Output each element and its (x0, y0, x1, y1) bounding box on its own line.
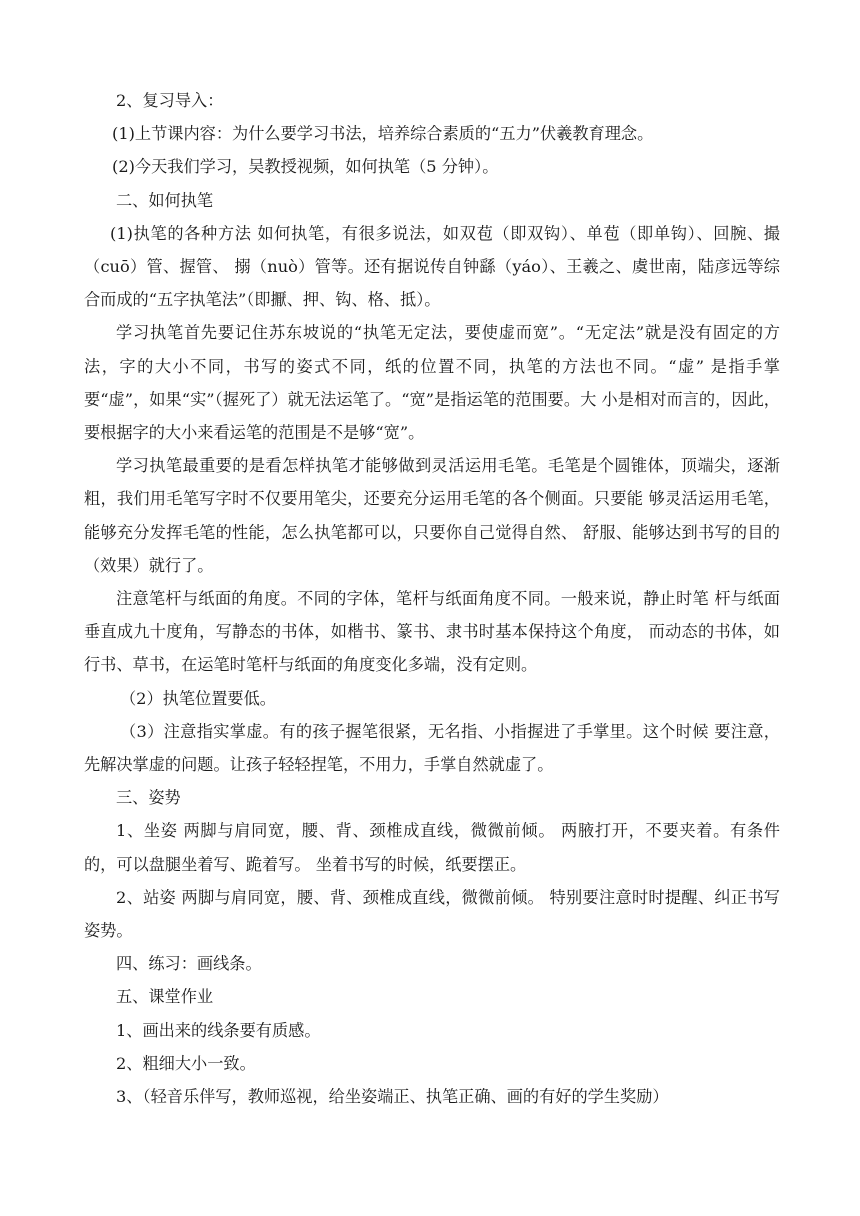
paragraph-grip-angle: 注意笔杆与纸面的角度。不同的字体，笔杆与纸面角度不同。一般来说，静止时笔 杆与纸面垂直成九十度角，写静态的书体，如楷书、篆书、隶书时基本保持这个角度， 而动态的书体，如行书、草书，在运笔时笔杆与纸面的角度变化多端，没有定则。 (84, 589, 780, 675)
paragraph-grip-methods: (1)执笔的各种方法 如何执笔，有很多说法，如双苞（即双钩）、单苞（即单钩）、回腕、撮（cuō）管、握管、 搦（nuò）管等。还有据说传自钟繇（yáo）、王羲之、虞世南，陆彦远等综合而成的“五字执笔法”（即擫、押、钩、格、抵）。 (84, 223, 780, 310)
review-item-1: (1)上节课内容：为什么要学习书法，培养综合素质的“五力”伏羲教育理念。 (112, 124, 654, 144)
homework-item-1: 1、画出来的线条要有质感。 (116, 1020, 321, 1040)
section-heading-posture: 三、姿势 (116, 788, 181, 808)
review-heading: 2、复习导入： (116, 91, 224, 110)
paragraph-grip-flexibility: 学习执笔最重要的是看怎样执笔才能够做到灵活运用毛笔。毛笔是个圆锥体，顶端尖，逐渐粗，我们用毛笔写字时不仅要用笔尖，还要充分运用毛笔的各个侧面。只要能 够灵活运用毛笔，能够充分发挥毛笔的性能，怎么执笔都可以，只要你自己觉得自然、 舒服、能够达到书写的目的（效果）就行了。 (84, 456, 780, 575)
section-heading-practice: 四、练习：画线条。 (116, 954, 262, 974)
homework-item-2: 2、粗细大小一致。 (116, 1053, 256, 1073)
grip-item-2: （2）执笔位置要低。 (120, 688, 276, 708)
posture-sitting: 1、坐姿 两脚与肩同宽，腰、背、颈椎成直线，微微前倾。 两腋打开，不要夹着。有条件的，可以盘腿坐着写、跪着写。 坐着书写的时候，纸要摆正。 (84, 821, 780, 874)
document-page (84, 84, 780, 1113)
homework-item-3: 3、（轻音乐伴写，教师巡视，给坐姿端正、执笔正确、画的有好的学生奖励） (116, 1087, 669, 1107)
section-heading-homework: 五、课堂作业 (116, 987, 214, 1007)
section-heading-grip: 二、如何执笔 (116, 190, 214, 210)
grip-item-3: （3）注意指实掌虚。有的孩子握笔很紧，无名指、小指握进了手掌里。这个时候 要注意，先解决掌虚的问题。让孩子轻轻捏笔，不用力，手掌自然就虚了。 (84, 721, 780, 775)
posture-standing: 2、站姿 两脚与肩同宽，腰、背、颈椎成直线，微微前倾。 特别要注意时时提醒、纠正书写姿势。 (84, 887, 780, 941)
review-item-2: (2)今天我们学习，吴教授视频，如何执笔（5 分钟）。 (112, 157, 499, 177)
paragraph-grip-principle: 学习执笔首先要记住苏东坡说的“执笔无定法，要使虚而宽”。“无定法”就是没有固定的方法，字的大小不同，书写的姿式不同，纸的位置不同，执笔的方法也不同。“虚” 是指手掌要“虚”，如果“实”（握死了）就无法运笔了。“宽”是指运笔的范围要。大 小是相对而言的，因此，要根据字的大小来看运笔的范围是不是够“宽”。 (84, 323, 780, 443)
